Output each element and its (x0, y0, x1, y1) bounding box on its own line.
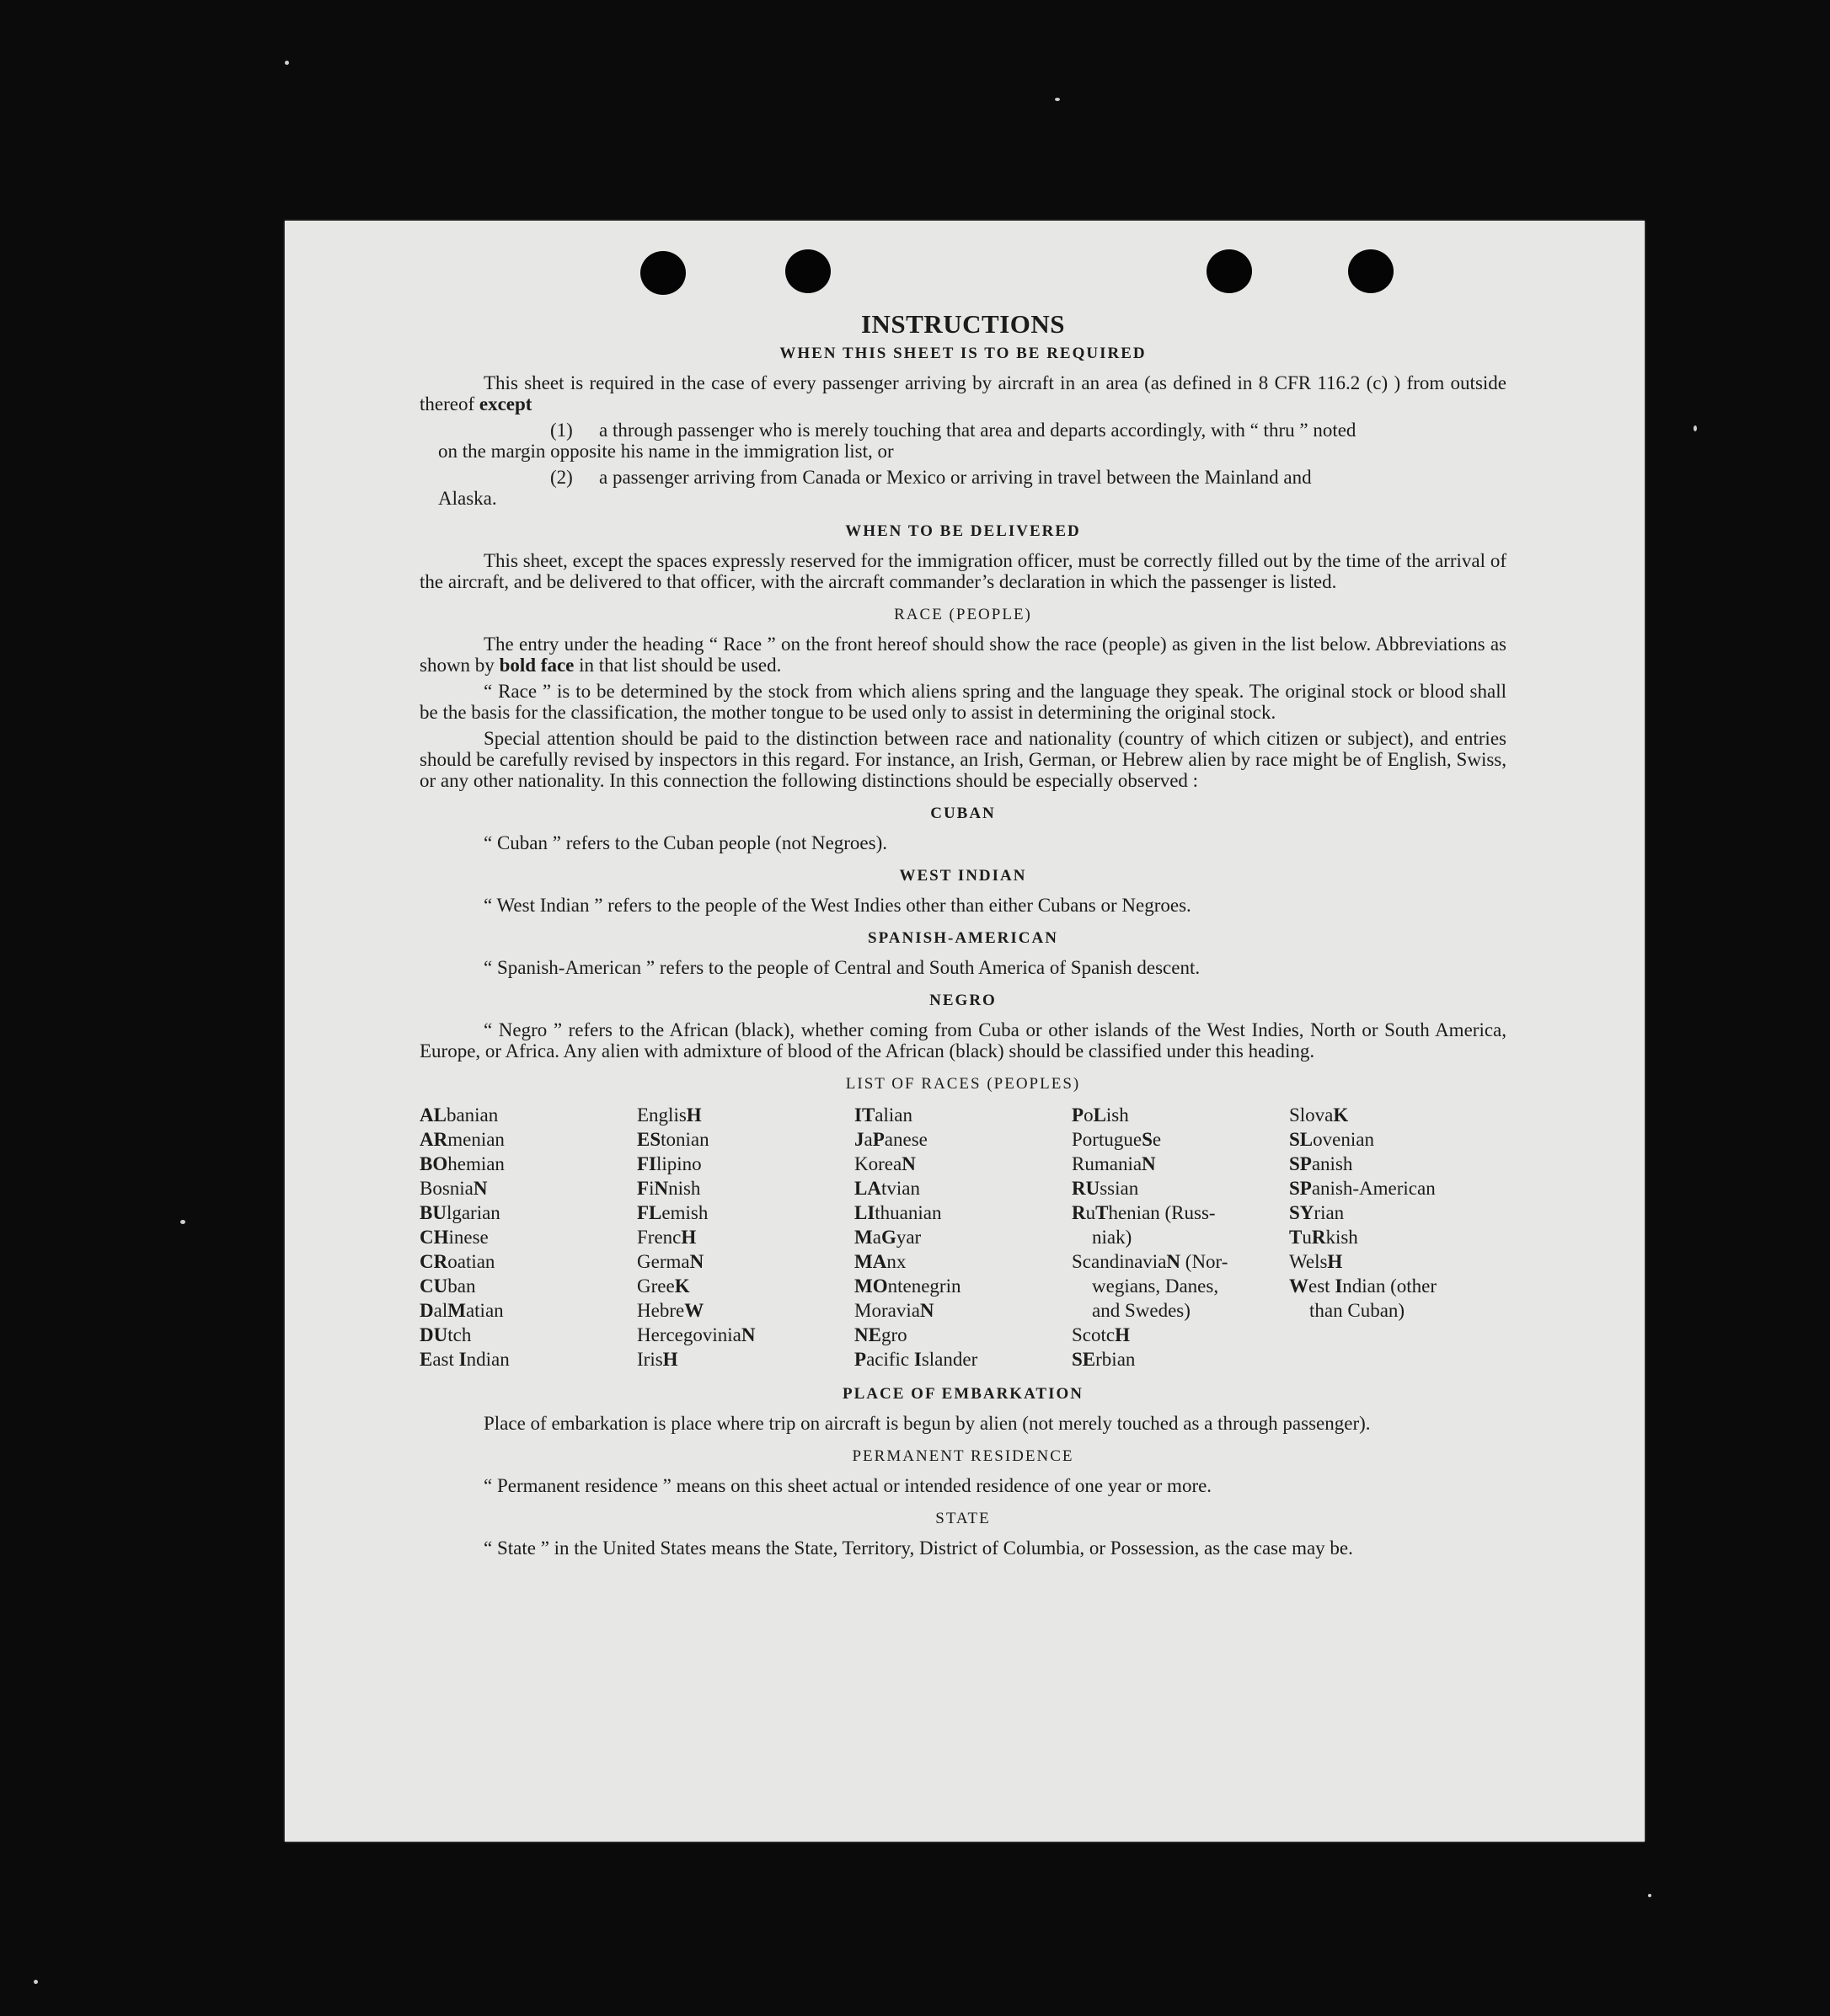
section-heading-west-indian: WEST INDIAN (899, 867, 1027, 885)
scan-speck (34, 1980, 38, 1984)
race-entry: JaPanese (854, 1129, 928, 1150)
section-heading-list-of-races: LIST OF RACES (PEOPLES) (845, 1075, 1081, 1093)
punch-hole (640, 251, 686, 295)
race-entry: ITalian (854, 1104, 912, 1126)
instructions-body (420, 309, 1506, 1564)
punch-hole (1348, 249, 1394, 293)
race-entry: ALbanian (420, 1104, 499, 1126)
scan-speck (285, 61, 289, 65)
race-entry: PoLish (1072, 1104, 1129, 1126)
section-heading-cuban: CUBAN (930, 805, 996, 822)
scan-speck (1694, 425, 1697, 431)
race-entry: BosniaN (420, 1178, 488, 1199)
race-entry: FrencH (637, 1227, 697, 1248)
race-entry: BUlgarian (420, 1202, 500, 1223)
race-entry: TuRkish (1289, 1227, 1358, 1248)
race-entry: GermaN (637, 1251, 704, 1272)
race-entry: SYrian (1289, 1202, 1345, 1223)
race-entry: CRoatian (420, 1251, 495, 1272)
race-entry: FiNnish (637, 1178, 701, 1199)
race-entry: WelsH (1289, 1251, 1343, 1272)
section-heading-negro: NEGRO (929, 992, 997, 1009)
race-entry: LAtvian (854, 1178, 920, 1199)
scan-speck (1055, 98, 1060, 101)
race-entry: LIthuanian (854, 1202, 942, 1223)
section-heading-residence: PERMANENT RESIDENCE (852, 1447, 1074, 1465)
race-entry: SLovenian (1289, 1129, 1374, 1150)
section-heading-required: WHEN THIS SHEET IS TO BE REQUIRED (779, 345, 1147, 362)
race-entry: Pacific Islander (854, 1349, 978, 1370)
race-entry: KoreaN (854, 1153, 916, 1174)
race-entry: BOhemian (420, 1153, 505, 1174)
section-heading-spanish-american: SPANISH-AMERICAN (868, 929, 1058, 947)
exception-item-2: (2) a passenger arriving from Canada or Mexico or arriving in travel between the Mainland and Alaska. (438, 467, 1312, 509)
race-entry: FIlipino (637, 1153, 702, 1174)
delivered-text: This sheet, except the spaces expressly reserved for the immigration officer, must be correctly filled out by the time of the arrival of the aircraft, and be delivered to that officer, with the aircraft commander’s declaration in which the passenger is listed. (420, 550, 1506, 592)
required-intro: This sheet is required in the case of every passenger arriving by aircraft in an area (as defined in 8 CFR 116.2 (c) ) from outside thereof except (420, 372, 1506, 414)
race-entry: CUban (420, 1275, 476, 1297)
race-entry: EStonian (637, 1129, 709, 1150)
scan-speck (180, 1220, 185, 1224)
race-paragraph-3: Special attention should be paid to the distinction between race and nationality (country of which citizen or subject), and entries should be carefully revised by inspectors in this regard. For instance, an Irish, German, or Hebrew alien by race might be of English, Swiss, or any other nationality. In this connection the following distinctions should be especially observed : (420, 728, 1506, 791)
race-entry: MAnx (854, 1251, 907, 1272)
race-entry: West Indian (other than Cuban) (1289, 1275, 1437, 1321)
race-entry: DUtch (420, 1324, 472, 1345)
punch-hole (785, 249, 831, 293)
section-heading-state: STATE (935, 1510, 991, 1527)
race-entry: NEgro (854, 1324, 907, 1345)
races-list (420, 1103, 1506, 1372)
race-entry: ScotcH (1072, 1324, 1130, 1345)
race-entry: East Indian (420, 1349, 510, 1370)
race-paragraph-1: The entry under the heading “ Race ” on the front hereof should show the race (people) as given in the list below. Abbreviations as shown by bold face in that list should be used. (420, 634, 1506, 676)
race-column (637, 1103, 854, 1372)
page-title: INSTRUCTIONS (860, 309, 1065, 339)
race-entry: EnglisH (637, 1104, 702, 1126)
exception-item-1: (1) a through passenger who is merely touching that area and departs accordingly, with “ thru ” noted on the margin opposite his name in the immigration list, or (438, 420, 1356, 462)
race-entry: SErbian (1072, 1349, 1136, 1370)
race-entry: GreeK (637, 1275, 690, 1297)
race-column (854, 1103, 1072, 1372)
west-indian-text: “ West Indian ” refers to the people of the West Indies other than either Cubans or Negroes. (484, 895, 1191, 916)
race-entry: RumaniaN (1072, 1153, 1156, 1174)
race-entry: FLemish (637, 1202, 709, 1223)
race-entry: PortugueSe (1072, 1129, 1162, 1150)
race-entry: HebreW (637, 1300, 704, 1321)
race-column (1289, 1103, 1506, 1372)
race-entry: SlovaK (1289, 1104, 1349, 1126)
race-entry: HercegoviniaN (637, 1324, 756, 1345)
document-page (285, 221, 1645, 1842)
punch-hole (1207, 249, 1252, 293)
section-heading-delivered: WHEN TO BE DELIVERED (845, 522, 1081, 540)
embarkation-text: Place of embarkation is place where trip on aircraft is begun by alien (not merely touched as a through passenger). (484, 1413, 1371, 1434)
race-entry: MaGyar (854, 1227, 922, 1248)
scan-speck (1648, 1894, 1651, 1897)
residence-text: “ Permanent residence ” means on this sheet actual or intended residence of one year or more. (484, 1475, 1212, 1496)
race-entry: SPanish-American (1289, 1178, 1436, 1199)
race-entry: CHinese (420, 1227, 489, 1248)
race-entry: IrisH (637, 1349, 678, 1370)
race-entry: RUssian (1072, 1178, 1139, 1199)
cuban-text: “ Cuban ” refers to the Cuban people (not Negroes). (484, 832, 888, 853)
race-entry: ARmenian (420, 1129, 505, 1150)
state-text: “ State ” in the United States means the State, Territory, District of Columbia, or Possession, as the case may be. (484, 1537, 1353, 1559)
race-column (420, 1103, 637, 1372)
race-entry: ScandinaviaN (Nor- wegians, Danes, and Swedes) (1072, 1251, 1228, 1321)
race-entry: MOntenegrin (854, 1275, 961, 1297)
race-entry: MoraviaN (854, 1300, 934, 1321)
negro-text: “ Negro ” refers to the African (black), whether coming from Cuba or other islands of the West Indies, North or South America, Europe, or Africa. Any alien with admixture of blood of the African (black) should be classified under this heading. (420, 1019, 1506, 1061)
race-paragraph-2: “ Race ” is to be determined by the stock from which aliens spring and the language they speak. The original stock or blood shall be the basis for the classification, the mother tongue to be used only to assist in determining the original stock. (420, 681, 1506, 723)
section-heading-embarkation: PLACE OF EMBARKATION (843, 1385, 1084, 1403)
spanish-american-text: “ Spanish-American ” refers to the people of Central and South America of Spanish descent. (484, 957, 1201, 978)
race-entry: RuThenian (Russ- niak) (1072, 1202, 1216, 1248)
race-column (1072, 1103, 1289, 1372)
section-heading-race: RACE (PEOPLE) (894, 606, 1032, 623)
race-entry: SPanish (1289, 1153, 1353, 1174)
race-entry: DalMatian (420, 1300, 504, 1321)
